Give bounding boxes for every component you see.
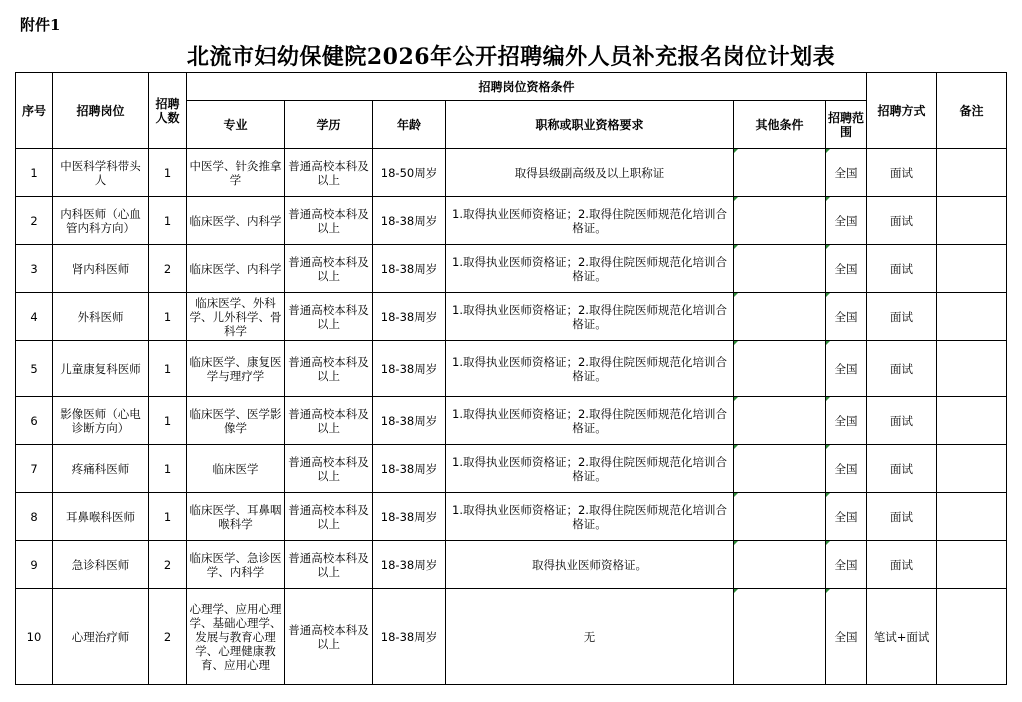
table-row: [16, 493, 1007, 541]
cell-position: 疼痛科医师: [53, 445, 149, 493]
cell-other: [734, 397, 826, 445]
cell-count: 2: [149, 245, 187, 293]
cell-title-req: 1.取得执业医师资格证；2.取得住院医师规范化培训合格证。: [446, 397, 734, 445]
cell-major: 临床医学、外科学、儿外科学、骨科学: [187, 293, 285, 341]
cell-method: 面试: [867, 293, 937, 341]
table-row: [16, 197, 1007, 245]
cell-position: 影像医师（心电诊断方向）: [53, 397, 149, 445]
header-other: 其他条件: [734, 101, 826, 149]
cell-other: [734, 341, 826, 397]
cell-seq: 1: [16, 149, 53, 197]
cell-remark: [937, 341, 1007, 397]
header-title-req: 职称或职业资格要求: [446, 101, 734, 149]
cell-age: 18-38周岁: [373, 493, 446, 541]
cell-scope: 全国: [826, 493, 867, 541]
cell-other: [734, 589, 826, 685]
page-title: 北流市妇幼保健院2026年公开招聘编外人员补充报名岗位计划表: [186, 44, 836, 70]
cell-method: 面试: [867, 149, 937, 197]
cell-age: 18-50周岁: [373, 149, 446, 197]
cell-remark: [937, 541, 1007, 589]
cell-education: 普通高校本科及以上: [285, 197, 373, 245]
table-row: [16, 341, 1007, 397]
cell-position: 肾内科医师: [53, 245, 149, 293]
cell-seq: 6: [16, 397, 53, 445]
cell-title-req: 取得执业医师资格证。: [446, 541, 734, 589]
header-method: 招聘方式: [867, 73, 937, 149]
cell-scope: 全国: [826, 397, 867, 445]
attachment-label: 附件1: [20, 16, 61, 34]
cell-major: 临床医学: [187, 445, 285, 493]
cell-scope: 全国: [826, 445, 867, 493]
cell-education: 普通高校本科及以上: [285, 589, 373, 685]
cell-seq: 4: [16, 293, 53, 341]
cell-education: 普通高校本科及以上: [285, 541, 373, 589]
cell-age: 18-38周岁: [373, 397, 446, 445]
cell-method: 面试: [867, 541, 937, 589]
cell-age: 18-38周岁: [373, 197, 446, 245]
cell-major: 临床医学、医学影像学: [187, 397, 285, 445]
cell-scope: 全国: [826, 541, 867, 589]
table-row: [16, 397, 1007, 445]
cell-scope: 全国: [826, 293, 867, 341]
cell-count: 1: [149, 197, 187, 245]
cell-other: [734, 293, 826, 341]
header-position: 招聘岗位: [53, 73, 149, 149]
header-scope: 招聘范围: [826, 101, 867, 149]
cell-count: 1: [149, 493, 187, 541]
recruitment-plan-table: [15, 72, 1007, 685]
cell-remark: [937, 589, 1007, 685]
cell-title-req: 1.取得执业医师资格证；2.取得住院医师规范化培训合格证。: [446, 493, 734, 541]
cell-other: [734, 245, 826, 293]
cell-seq: 7: [16, 445, 53, 493]
cell-count: 1: [149, 445, 187, 493]
cell-count: 2: [149, 541, 187, 589]
cell-other: [734, 445, 826, 493]
table-row: [16, 589, 1007, 685]
table-row: [16, 245, 1007, 293]
cell-age: 18-38周岁: [373, 589, 446, 685]
cell-education: 普通高校本科及以上: [285, 149, 373, 197]
cell-count: 1: [149, 397, 187, 445]
header-remark: 备注: [937, 73, 1007, 149]
cell-title-req: 1.取得执业医师资格证；2.取得住院医师规范化培训合格证。: [446, 293, 734, 341]
cell-age: 18-38周岁: [373, 341, 446, 397]
cell-other: [734, 149, 826, 197]
cell-age: 18-38周岁: [373, 445, 446, 493]
cell-scope: 全国: [826, 589, 867, 685]
table-row: [16, 293, 1007, 341]
table-row: [16, 541, 1007, 589]
header-age: 年龄: [373, 101, 446, 149]
cell-major: 临床医学、内科学: [187, 197, 285, 245]
cell-count: 1: [149, 293, 187, 341]
cell-seq: 2: [16, 197, 53, 245]
table-row: [16, 149, 1007, 197]
cell-method: 面试: [867, 493, 937, 541]
cell-seq: 10: [16, 589, 53, 685]
cell-count: 1: [149, 341, 187, 397]
cell-count: 1: [149, 149, 187, 197]
cell-position: 儿童康复科医师: [53, 341, 149, 397]
cell-position: 内科医师（心血管内科方向）: [53, 197, 149, 245]
cell-seq: 8: [16, 493, 53, 541]
cell-count: 2: [149, 589, 187, 685]
cell-method: 面试: [867, 245, 937, 293]
cell-other: [734, 541, 826, 589]
cell-major: 临床医学、急诊医学、内科学: [187, 541, 285, 589]
cell-seq: 9: [16, 541, 53, 589]
cell-title-req: 1.取得执业医师资格证；2.取得住院医师规范化培训合格证。: [446, 341, 734, 397]
cell-age: 18-38周岁: [373, 245, 446, 293]
cell-title-req: 1.取得执业医师资格证；2.取得住院医师规范化培训合格证。: [446, 245, 734, 293]
cell-remark: [937, 245, 1007, 293]
cell-position: 中医科学科带头人: [53, 149, 149, 197]
cell-seq: 3: [16, 245, 53, 293]
cell-seq: 5: [16, 341, 53, 397]
cell-major: 中医学、针灸推拿学: [187, 149, 285, 197]
cell-position: 急诊科医师: [53, 541, 149, 589]
cell-method: 面试: [867, 397, 937, 445]
cell-method: 面试: [867, 341, 937, 397]
cell-remark: [937, 493, 1007, 541]
cell-remark: [937, 397, 1007, 445]
cell-scope: 全国: [826, 245, 867, 293]
header-education: 学历: [285, 101, 373, 149]
cell-remark: [937, 445, 1007, 493]
cell-education: 普通高校本科及以上: [285, 493, 373, 541]
cell-title-req: 无: [446, 589, 734, 685]
cell-education: 普通高校本科及以上: [285, 293, 373, 341]
table-row: [16, 445, 1007, 493]
cell-title-req: 1.取得执业医师资格证；2.取得住院医师规范化培训合格证。: [446, 445, 734, 493]
cell-position: 心理治疗师: [53, 589, 149, 685]
cell-title-req: 取得县级副高级及以上职称证: [446, 149, 734, 197]
cell-scope: 全国: [826, 341, 867, 397]
cell-method: 笔试+面试: [867, 589, 937, 685]
header-major: 专业: [187, 101, 285, 149]
cell-remark: [937, 149, 1007, 197]
cell-major: 临床医学、康复医学与理疗学: [187, 341, 285, 397]
cell-scope: 全国: [826, 197, 867, 245]
cell-position: 耳鼻喉科医师: [53, 493, 149, 541]
cell-method: 面试: [867, 445, 937, 493]
cell-age: 18-38周岁: [373, 293, 446, 341]
cell-remark: [937, 197, 1007, 245]
cell-remark: [937, 293, 1007, 341]
cell-method: 面试: [867, 197, 937, 245]
cell-other: [734, 197, 826, 245]
cell-scope: 全国: [826, 149, 867, 197]
cell-education: 普通高校本科及以上: [285, 397, 373, 445]
header-seq: 序号: [16, 73, 53, 149]
cell-other: [734, 493, 826, 541]
cell-education: 普通高校本科及以上: [285, 341, 373, 397]
cell-title-req: 1.取得执业医师资格证；2.取得住院医师规范化培训合格证。: [446, 197, 734, 245]
cell-education: 普通高校本科及以上: [285, 445, 373, 493]
header-count: 招聘人数: [149, 73, 187, 149]
table-body: [16, 149, 1007, 685]
cell-major: 心理学、应用心理学、基础心理学、发展与教育心理学、心理健康教育、应用心理: [187, 589, 285, 685]
cell-major: 临床医学、耳鼻咽喉科学: [187, 493, 285, 541]
cell-major: 临床医学、内科学: [187, 245, 285, 293]
cell-position: 外科医师: [53, 293, 149, 341]
cell-age: 18-38周岁: [373, 541, 446, 589]
header-qualification-group: 招聘岗位资格条件: [187, 73, 867, 101]
cell-education: 普通高校本科及以上: [285, 245, 373, 293]
